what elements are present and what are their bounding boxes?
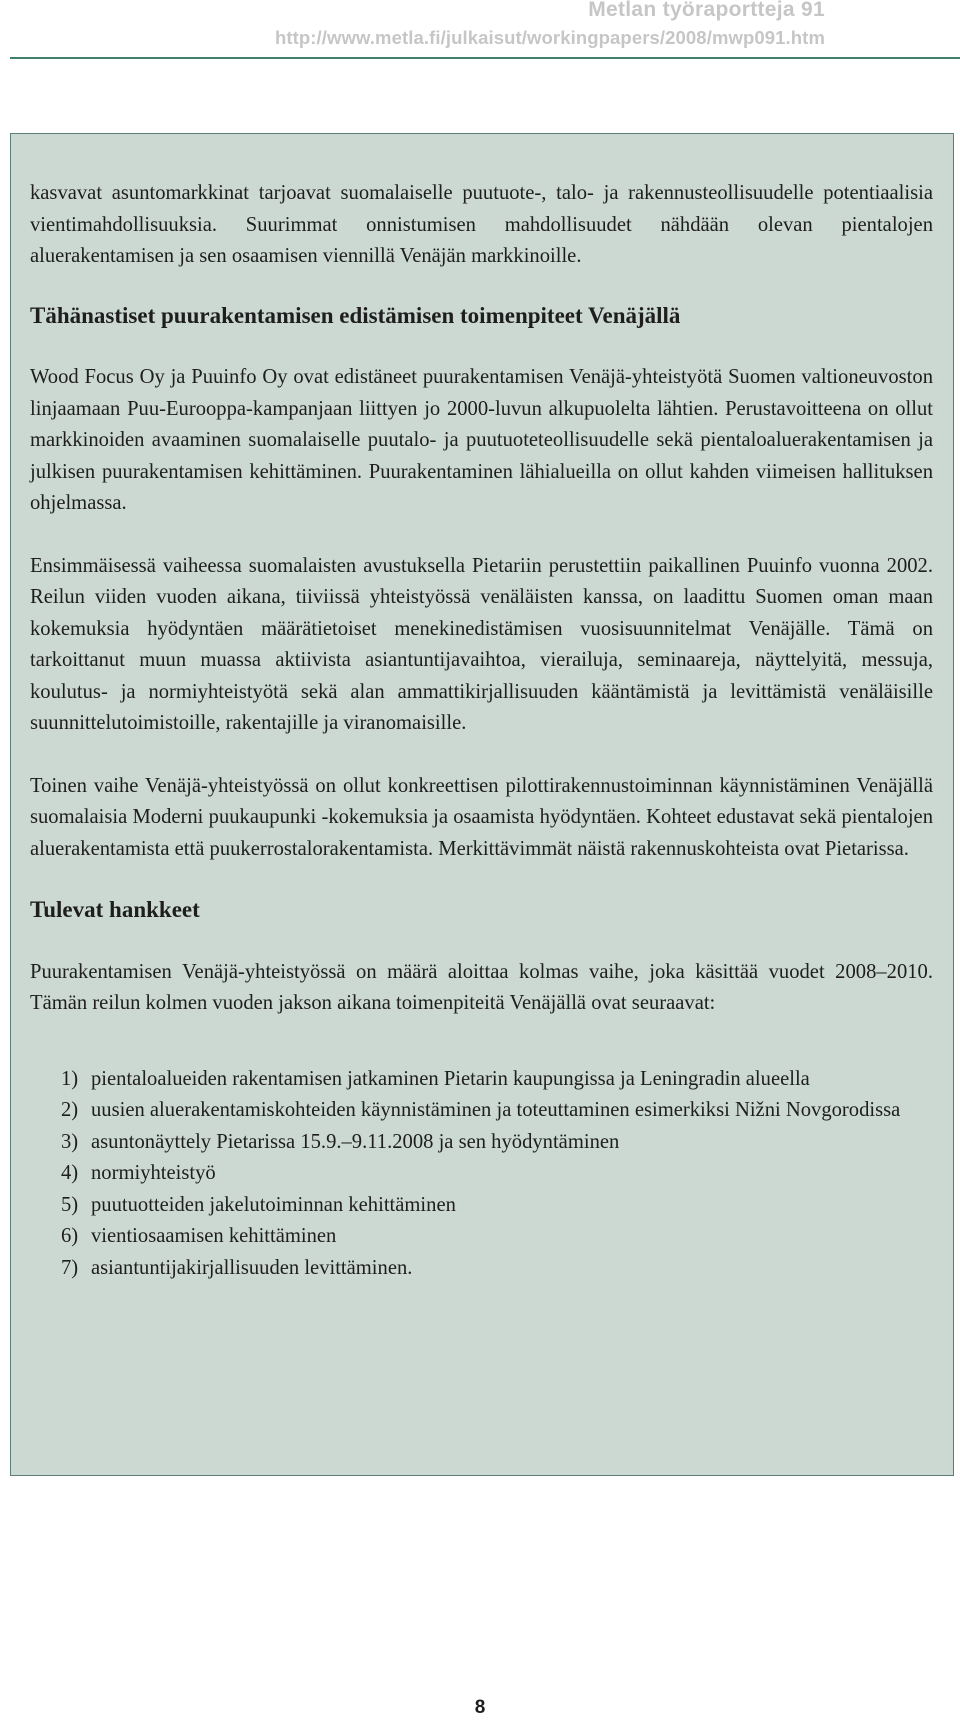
list-item-number: 2) bbox=[61, 1099, 79, 1121]
list-item-number: 7) bbox=[61, 1256, 79, 1279]
measures-list bbox=[30, 1064, 933, 1285]
paragraph-second-phase: Toinen vaihe Venäjä-yhteistyössä on ollut konkreettisen pilottirakennustoiminnan käynnistäminen Venäjällä suomalaisia Moderni puukaupunki -kokemuksia ja osaamista hyödyntäen. Kohteet edustavat sekä pientalojen aluerakentamista että puukerrostalorakentamista. Merkittävimmät näistä rakennuskohteista ovat Pietarissa. bbox=[30, 774, 933, 860]
header-rule bbox=[10, 57, 960, 59]
list-item bbox=[30, 1190, 933, 1222]
intro-paragraph: kasvavat asuntomarkkinat tarjoavat suomalaiselle puutuote-, talo- ja rakennusteollisuudelle potentiaalisia vientimahdollisuuksia. Suurimmat onnistumisen mahdollisuudet nähdään olevan pientalojen aluerakentamisen ja sen osaamisen viennillä Venäjän markkinoille. bbox=[30, 182, 933, 267]
list-item-text: asuntonäyttely Pietarissa 15.9.–9.11.2008 ja sen hyödyntäminen bbox=[91, 1130, 620, 1153]
list-item-text: asiantuntijakirjallisuuden levittäminen. bbox=[91, 1256, 413, 1279]
content-box bbox=[10, 133, 954, 1476]
paragraph-third-phase: Puurakentamisen Venäjä-yhteistyössä on määrä aloittaa kolmas vaihe, joka käsittää vuodet 2008–2010. Tämän reilun kolmen vuoden jakson aikana toimenpiteitä Venäjällä ovat seuraavat: bbox=[30, 960, 933, 1014]
paragraph-first-phase: Ensimmäisessä vaiheessa suomalaisten avustuksella Pietariin perustettiin paikallinen Puuinfo vuonna 2002. Reilun viiden vuoden aikana, tiiviissä yhteistyössä venäläisten kanssa, on laadittu Suomen oman maan kokemuksia hyödyntäen määrätietoiset menekinedistämisen vuosisuunnitelmat Venäjälle. Tämä on tarkoittanut muun muassa aktiivista asiantuntijavaihtoa, vierailuja, seminaareja, näyttelyitä, messuja, koulutus- ja normiyhteistyötä sekä alan ammattikirjallisuuden kääntämistä ja levittämistä venäläisille suunnittelutoimistoille, rakentajille ja viranomaisille. bbox=[30, 554, 933, 734]
list-item bbox=[30, 1158, 933, 1190]
paragraph-wood-focus: Wood Focus Oy ja Puuinfo Oy ovat edistäneet puurakentamisen Venäjä-yhteistyötä Suomen valtioneuvoston linjaamaan Puu-Eurooppa-kampanjaan liittyen jo 2000-luvun alkupuolelta lähtien. Perustavoitteena on ollut markkinoiden avaaminen suomalaiselle puutalo- ja puutuoteteollisuudelle sekä pientaloaluerakentamisen ja julkisen puurakentamisen kehittäminen. Puurakentaminen lähialueilla on ollut kahden viimeisen hallituksen ohjelmassa. bbox=[30, 366, 933, 514]
series-title: Metlan työraportteja 91 bbox=[588, 0, 825, 21]
section-heading-upcoming: Tulevat hankkeet bbox=[30, 897, 200, 922]
list-item-number: 6) bbox=[61, 1225, 79, 1247]
list-item bbox=[30, 1253, 933, 1285]
list-item bbox=[30, 1221, 933, 1253]
list-item-text: vientiosaamisen kehittäminen bbox=[91, 1225, 337, 1247]
list-item bbox=[30, 1064, 933, 1096]
page-number: 8 bbox=[474, 1697, 486, 1718]
list-item-text: uusien aluerakentamiskohteiden käynnistäminen ja toteuttaminen esimerkiksi Nižni Novgorodissa bbox=[91, 1099, 901, 1121]
list-item-number: 5) bbox=[61, 1193, 79, 1216]
list-item-text: normiyhteistyö bbox=[91, 1162, 216, 1184]
section-heading-measures: Tähänastiset puurakentamisen edistämisen toimenpiteet Venäjällä bbox=[30, 302, 681, 328]
list-item-number: 4) bbox=[61, 1162, 79, 1184]
list-item bbox=[30, 1095, 933, 1127]
list-item-number: 3) bbox=[61, 1130, 79, 1153]
list-item-text: pientaloalueiden rakentamisen jatkaminen Pietarin kaupungissa ja Leningradin alueella bbox=[91, 1067, 810, 1090]
running-header bbox=[275, 0, 825, 49]
publication-url: http://www.metla.fi/julkaisut/workingpapers/2008/mwp091.htm bbox=[274, 27, 825, 48]
list-item-number: 1) bbox=[61, 1067, 79, 1090]
list-item-text: puutuotteiden jakelutoiminnan kehittäminen bbox=[91, 1193, 456, 1216]
list-item bbox=[30, 1127, 933, 1159]
